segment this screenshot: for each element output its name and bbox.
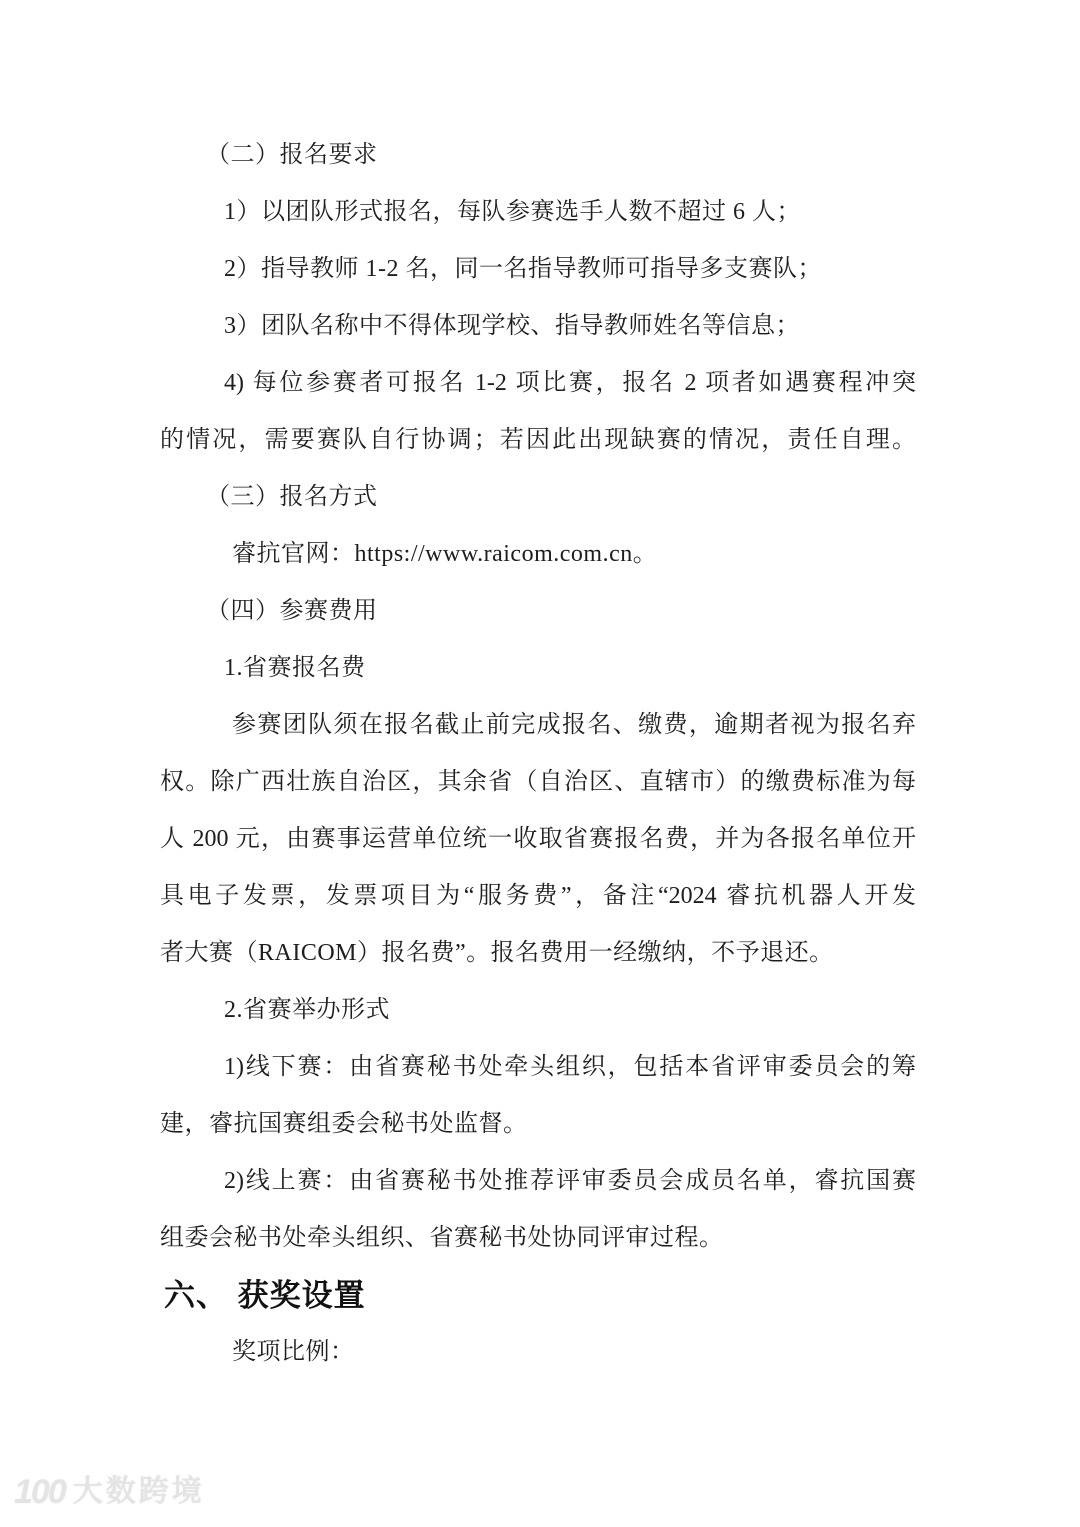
watermark-logo-icon: 100 [14, 1473, 65, 1511]
text-line: 建，睿抗国赛组委会秘书处监督。 [160, 1111, 528, 1137]
list-item-4: 4) 每位参赛者可报名 1-2 项比赛，报名 2 项者如遇赛程冲突 [224, 370, 916, 396]
section-heading-4: （四）参赛费用 [206, 598, 378, 624]
watermark [14, 1472, 205, 1512]
sub-item-2: 2.省赛举办形式 [224, 997, 390, 1023]
chapter-heading-6: 六、 获奖设置 [164, 1278, 366, 1313]
award-ratio-line: 奖项比例： [232, 1339, 355, 1365]
text-line: 人 200 元，由赛事运营单位统一收取省赛报名费，并为各报名单位开 [160, 826, 916, 852]
list-item-2: 2）指导教师 1-2 名，同一名指导教师可指导多支赛队； [224, 256, 822, 282]
list-item-1: 1）以团队形式报名，每队参赛选手人数不超过 6 人； [224, 199, 801, 225]
section-heading-2: （二）报名要求 [206, 142, 378, 168]
text-line: 组委会秘书处牵头组织、省赛秘书处协同评审过程。 [160, 1225, 724, 1251]
text-line: 具电子发票，发票项目为“服务费”，备注“2024 睿抗机器人开发 [160, 883, 916, 909]
sub-item-1: 1.省赛报名费 [224, 655, 366, 681]
text-line: 的情况，需要赛队自行协调；若因此出现缺赛的情况，责任自理。 [160, 427, 916, 453]
document-body [160, 127, 916, 1381]
offline-item: 1)线下赛：由省赛秘书处牵头组织，包括本省评审委员会的筹 [224, 1054, 916, 1080]
watermark-brand-text: 大数跨境 [72, 1475, 205, 1508]
list-item-3: 3）团队名称中不得体现学校、指导教师姓名等信息； [224, 313, 800, 339]
text-line: 者大赛（RAICOM）报名费”。报名费用一经缴纳，不予退还。 [160, 940, 834, 966]
online-item: 2)线上赛：由省赛秘书处推荐评审委员会成员名单，睿抗国赛 [224, 1168, 916, 1194]
paragraph-line: 参赛团队须在报名截止前完成报名、缴费，逾期者视为报名弃 [232, 712, 916, 738]
text-line: 权。除广西壮族自治区，其余省（自治区、直辖市）的缴费标准为每 [160, 769, 916, 795]
official-site-line: 睿抗官网：https://www.raicom.com.cn。 [232, 541, 658, 567]
section-heading-3: （三）报名方式 [206, 484, 378, 510]
